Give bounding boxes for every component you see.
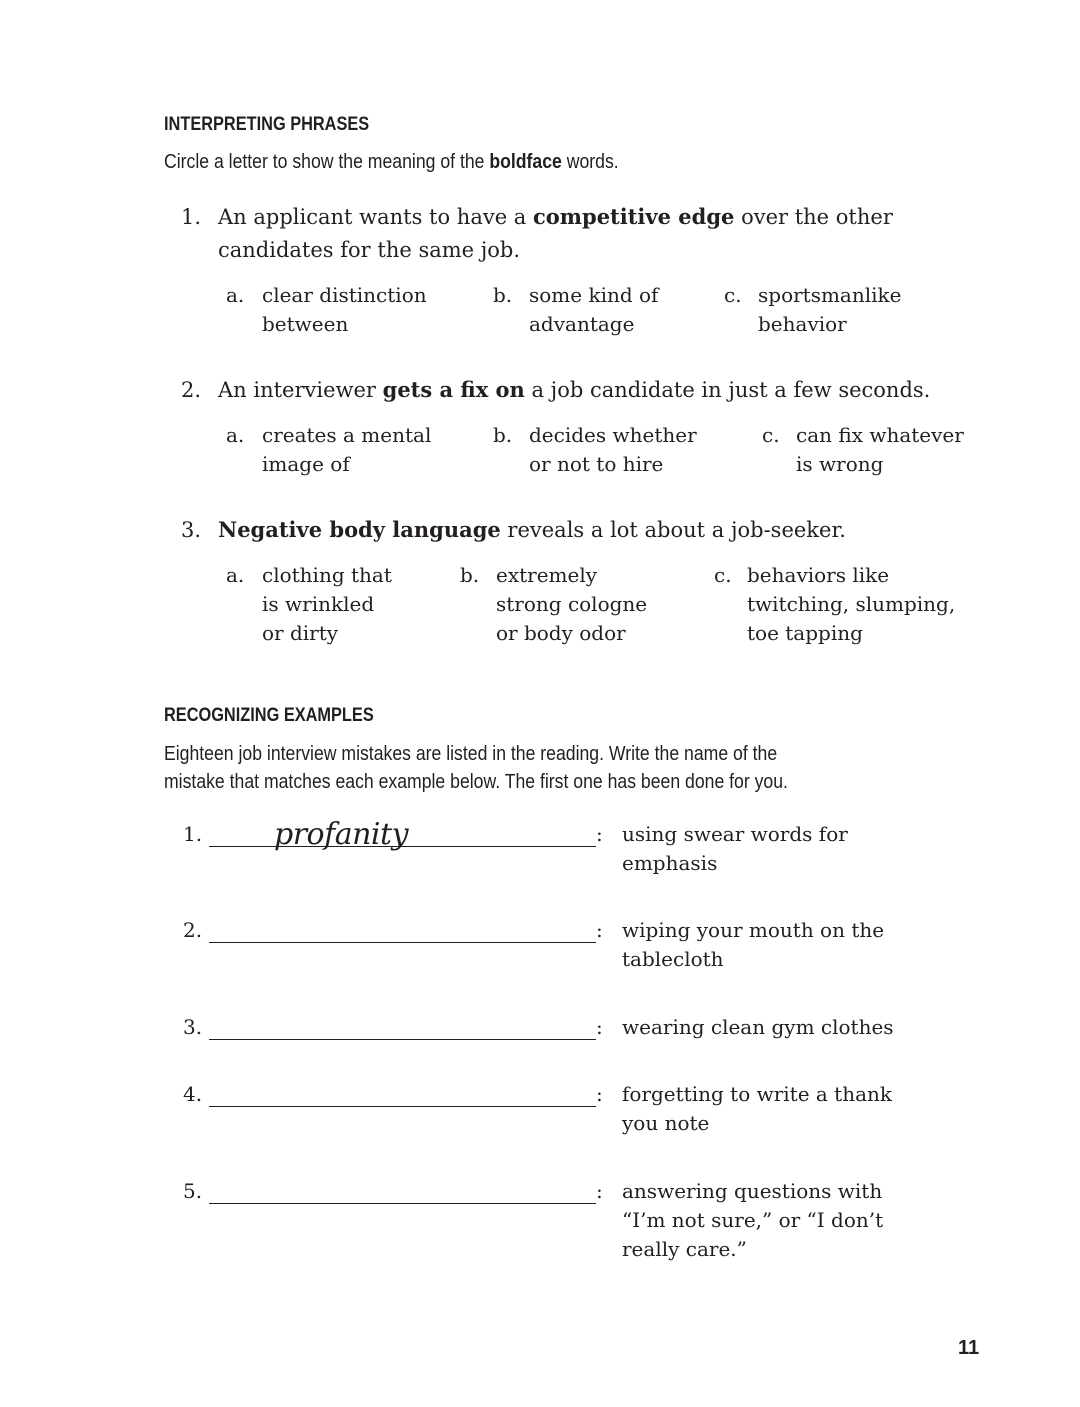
- example-text-4: [622, 1080, 942, 1138]
- choice-text: some kind of: [529, 283, 659, 307]
- example-text: emphasis: [622, 851, 718, 875]
- instruction-recognizing: [164, 740, 788, 796]
- answer-line-5[interactable]: [209, 1203, 596, 1204]
- choice-1a[interactable]: [226, 281, 466, 341]
- example-text-2: [622, 916, 942, 974]
- instruction-text: Eighteen job interview mistakes are listed in the reading. Write the name of the: [164, 742, 778, 765]
- colon: :: [596, 1015, 603, 1039]
- instruction-text: Circle a letter to show the meaning of the: [164, 150, 490, 173]
- example-text-5: [622, 1177, 942, 1264]
- instruction-text-end: words.: [561, 150, 619, 173]
- section-title-interpreting: INTERPRETING PHRASES: [164, 114, 370, 135]
- choice-text: or body odor: [496, 621, 626, 645]
- example-number: 3.: [183, 1015, 203, 1039]
- question-number: 3.: [181, 518, 202, 542]
- section-title-recognizing: RECOGNIZING EXAMPLES: [164, 705, 374, 726]
- handwritten-answer-text: profanity: [274, 817, 409, 852]
- example-text: really care.”: [622, 1237, 747, 1261]
- example-text-1: [622, 820, 942, 878]
- choice-3a[interactable]: [226, 561, 436, 651]
- choice-text: decides whether: [529, 423, 697, 447]
- choice-letter[interactable]: c.: [724, 283, 742, 307]
- example-text: wiping your mouth on the: [622, 918, 885, 942]
- question-number: 2.: [181, 378, 202, 402]
- handwritten-answer: [270, 812, 440, 862]
- choice-text: can fix whatever: [796, 423, 964, 447]
- question-text: over the other: [734, 205, 893, 229]
- choice-letter[interactable]: b.: [493, 283, 513, 307]
- choice-text: extremely: [496, 563, 598, 587]
- example-text: answering questions with: [622, 1179, 883, 1203]
- question-3: [181, 513, 981, 547]
- question-bold-phrase: competitive edge: [533, 204, 735, 229]
- choice-text: clear distinction: [262, 283, 427, 307]
- choice-letter[interactable]: b.: [493, 423, 513, 447]
- example-text: you note: [622, 1111, 710, 1135]
- question-text: An interviewer: [218, 378, 383, 402]
- example-number: 1.: [183, 822, 203, 846]
- question-2: [181, 373, 981, 407]
- choice-3c[interactable]: [714, 561, 984, 651]
- choice-text: creates a mental: [262, 423, 432, 447]
- question-text: a job candidate in just a few seconds.: [524, 378, 931, 402]
- instruction-bold-word: boldface: [489, 150, 562, 173]
- choice-text: between: [262, 312, 349, 336]
- example-text: forgetting to write a thank: [622, 1082, 893, 1106]
- example-text: wearing clean gym clothes: [622, 1015, 894, 1039]
- instruction-text: mistake that matches each example below. The first one has been done for you.: [164, 770, 788, 793]
- colon: :: [596, 918, 603, 942]
- choice-text: or not to hire: [529, 452, 664, 476]
- choice-text: twitching, slumping,: [747, 592, 956, 616]
- page-number: 11: [958, 1337, 980, 1359]
- question-bold-phrase: Negative body language: [218, 517, 501, 542]
- example-text: tablecloth: [622, 947, 724, 971]
- choice-text: clothing that: [262, 563, 392, 587]
- choice-text: advantage: [529, 312, 635, 336]
- answer-line-2[interactable]: [209, 942, 596, 943]
- choice-text: strong cologne: [496, 592, 648, 616]
- colon: :: [596, 822, 603, 846]
- choice-text: is wrinkled: [262, 592, 375, 616]
- answer-line-4[interactable]: [209, 1106, 596, 1107]
- choice-letter[interactable]: a.: [226, 563, 245, 587]
- colon: :: [596, 1082, 603, 1106]
- choice-text: sportsmanlike: [758, 283, 902, 307]
- choice-text: image of: [262, 452, 350, 476]
- choice-text: toe tapping: [747, 621, 863, 645]
- choice-text: is wrong: [796, 452, 884, 476]
- choice-1b[interactable]: [493, 281, 693, 341]
- choice-letter[interactable]: c.: [714, 563, 732, 587]
- question-number: 1.: [181, 205, 202, 229]
- question-bold-phrase: gets a fix on: [382, 377, 525, 402]
- example-number: 2.: [183, 918, 203, 942]
- choice-letter[interactable]: c.: [762, 423, 780, 447]
- question-text: reveals a lot about a job-seeker.: [500, 518, 846, 542]
- choice-letter[interactable]: b.: [460, 563, 480, 587]
- question-1: [181, 200, 981, 267]
- example-number: 4.: [183, 1082, 203, 1106]
- choice-letter[interactable]: a.: [226, 283, 245, 307]
- choice-letter[interactable]: a.: [226, 423, 245, 447]
- colon: :: [596, 1179, 603, 1203]
- example-text: using swear words for: [622, 822, 848, 846]
- example-text: “I’m not sure,” or “I don’t: [622, 1208, 884, 1232]
- choice-2b[interactable]: [493, 421, 733, 481]
- choice-text: behaviors like: [747, 563, 890, 587]
- question-text: An applicant wants to have a: [218, 205, 533, 229]
- choice-text: or dirty: [262, 621, 339, 645]
- choice-1c[interactable]: [724, 281, 944, 341]
- choice-2c[interactable]: [762, 421, 982, 481]
- example-text-3: [622, 1013, 942, 1042]
- example-number: 5.: [183, 1179, 203, 1203]
- choice-text: behavior: [758, 312, 847, 336]
- answer-line-3[interactable]: [209, 1039, 596, 1040]
- choice-3b[interactable]: [460, 561, 690, 651]
- choice-2a[interactable]: [226, 421, 466, 481]
- instruction-interpreting: [164, 148, 619, 176]
- question-text-continued: candidates for the same job.: [218, 238, 521, 262]
